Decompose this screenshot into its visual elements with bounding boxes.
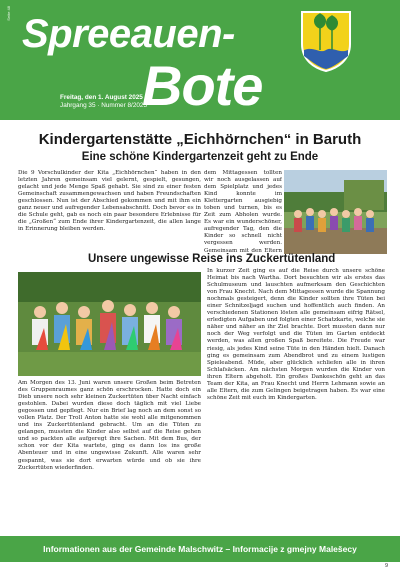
paper-title-line1: Spreeauen- [22,12,235,56]
article1-text-col2: dem Mittagessen tollten wir noch ausgelassen auf dem Spielplatz und jedes Kind konnte im Klettergarten ausgiebig toben und turnen, bis es Zeit zum Abholen wurde. Es war ein wunderschöner, aufregender Tag, den die Kinder so schnell nicht vergessen werden. Gemeinsam mit den Eltern [204,170,282,254]
paper-title-line2: Bote [142,54,263,117]
footer-banner: Informationen aus der Gemeinde Malschwitz – Informacije z gmejny Malešecy [0,536,400,562]
article1-text-col1: Die 9 Vorschulkinder der Kita „Eichhörnchen“ haben in den letzten Jahren gemeinsam viel gelernt, gespielt, gesungen, gelacht und jede Menge Spaß gehabt. Sie sind zu einer festen Gemeinschaft zusammengewachsen und haben Freundschaften geschlossen. Nun ist der Abschied gekommen und mit ihm ein ganz neuer und aufregender Lebensabschnitt. Doch bevor es in die Schule geht, gab es noch ein paar besondere Erlebnisse für die „Großen“ zum Ende ihrer Kindergartenzeit, die allen lange in Erinnerung bleiben werden. [18,170,201,233]
main-headline: Kindergartenstätte „Eichhörnchen“ in Baruth [38,131,362,148]
school-cones-group-photo [18,272,201,376]
article2-text-left: Am Morgen des 13. Juni waren unsere Großen beim Betreten des Gruppenraumes ganz schön erschrocken. Hatte doch ein Dieb unsere noch sehr kleinen Zuckertüten über Nacht einfach gestohlen. Dabei wurden diese doch täglich mit viel Liebe gegossen und gepflegt. Nur ein Brief lag noch an dem sonst so vollen Platz. Der Troll Anton hatte sie wohl alle mitgenommen und ins Zuckertütenland gebracht. Um an die Tüten zu gelangen, mussten die Kinder also selbst auf die Reise gehen und so packten alle aufgeregt ihre Sachen. Mit dem Bus, der schon vor der Kita wartete, ging es dann los ins große Abenteuer und in eine ungewisse Zukunft. Alle waren sehr gespannt, was sie dort erwarten würde und ob sie ihre Zuckertüten wiederfinden. [18,380,201,471]
issue-date: Freitag, den 1. August 2025 [60,94,143,101]
masthead [0,0,400,120]
article2-text-right: In kurzer Zeit ging es auf die Reise durch unsere schöne Heimat bis nach Wartha. Dort besuchten wir als erstes das Schulmuseum und lauschten aufmerksam den Geschichten von Frau Knecht. Nach dem Mittagessen wurde die Spannung nochmals gesteigert, denn die Kinder sollten ihre Tüten bei einer Schnitzeljagd suchen und hoffentlich auch finden. An verschiedenen Stationen lösten alle gemeinsam eifrig Rätsel, erledigten Aufgaben und folgten einer Schatzkarte, welche sie näher und näher an ihr Ziel brachte. Dort mussten dann nur noch der Weg verfolgt und die Tüten im Garten entdeckt werden, was allen großen Spaß bereitete. Die Freude war riesig, als jedes Kind seine Tüte in den Händen hielt. Danach ging es gemeinsam zum Abendbrot und zu einem lustigen Spieleabend. Müde, aber glücklich schliefen alle in ihren Schlafsäcken. Am nächsten Morgen wurden die Kinder von ihren Eltern abgeholt. Ein großes Dankeschön geht an das Team der Kita, an Frau Knecht und Herrn Lehmann sowie an alle Eltern, die zum Gelingen beigetragen haben. Es war eine schöne Zeit mit euch im Kindergarten. [207,268,385,401]
article2-headline: Unsere ungewisse Reise ins Zuckertütenland [88,253,336,265]
issue-info [60,94,147,110]
article1-headline: Eine schöne Kindergartenzeit geht zu Ende [81,151,319,163]
coat-of-arms-icon [300,10,352,72]
issue-number: Jahrgang 35 · Nummer 8/2025 [60,102,148,109]
page-number: 9 [384,563,388,569]
edge-note: Seite 48 [6,6,11,21]
kindergarten-group-photo [284,170,387,254]
